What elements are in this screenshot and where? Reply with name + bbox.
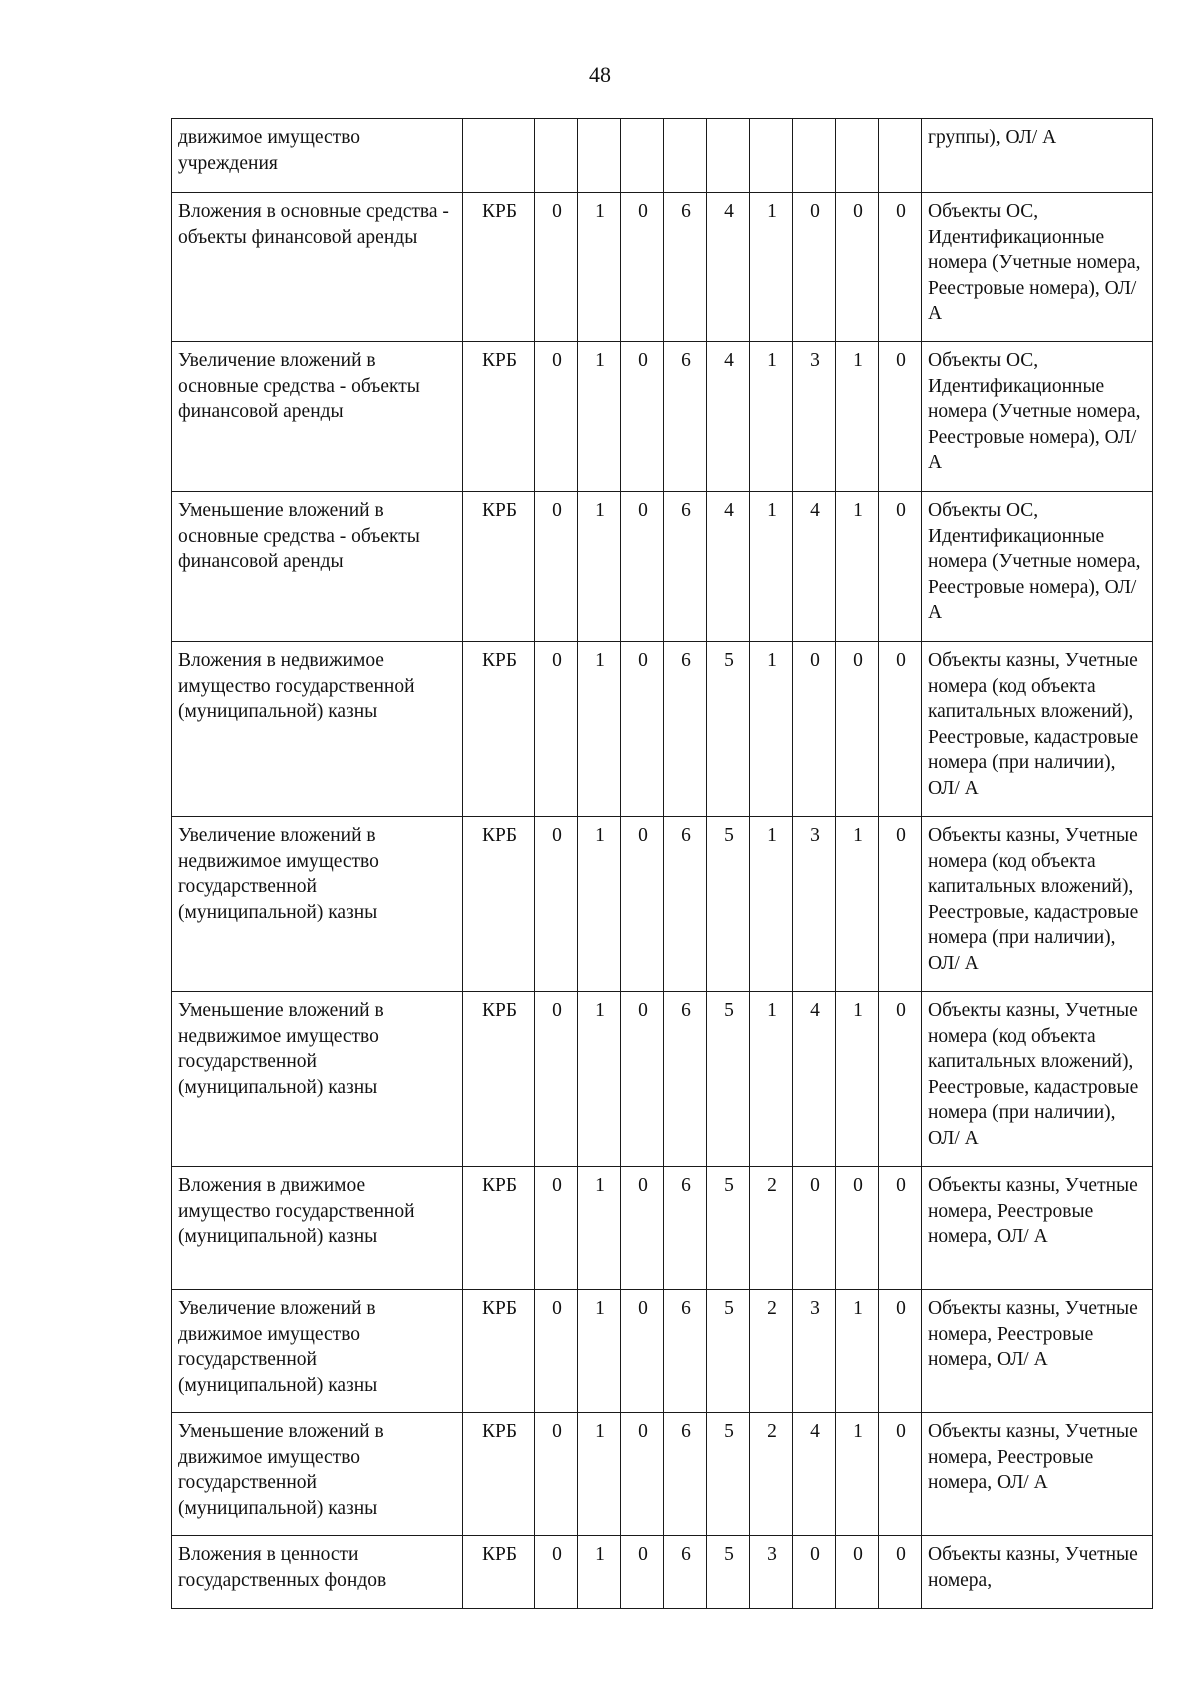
digit-cell bbox=[793, 193, 836, 342]
digit: 5 bbox=[724, 1175, 734, 1196]
digit: 4 bbox=[810, 1421, 820, 1442]
digit: 0 bbox=[896, 1421, 906, 1442]
digit: 3 bbox=[810, 350, 820, 371]
digit: 1 bbox=[595, 1000, 605, 1021]
digit-cell bbox=[836, 1167, 879, 1290]
digit: 0 bbox=[552, 650, 562, 671]
digit: 0 bbox=[896, 1000, 906, 1021]
analytics-cell bbox=[922, 492, 1153, 642]
account-name-cell bbox=[172, 1536, 463, 1609]
table-row bbox=[172, 193, 1153, 342]
digit-cell bbox=[535, 1290, 578, 1413]
digit: 0 bbox=[638, 1175, 648, 1196]
account-name-cell bbox=[172, 817, 463, 992]
budget-code-cell bbox=[463, 1536, 535, 1609]
digit: 0 bbox=[896, 500, 906, 521]
budget-code: КРБ bbox=[481, 1298, 518, 1319]
digit-cell bbox=[535, 992, 578, 1167]
account-name-cell bbox=[172, 342, 463, 492]
budget-code-cell bbox=[463, 119, 535, 193]
digit: 5 bbox=[724, 825, 734, 846]
table-row bbox=[172, 1290, 1153, 1413]
digit-cell bbox=[664, 342, 707, 492]
analytics-cell bbox=[922, 992, 1153, 1167]
digit-cell bbox=[621, 492, 664, 642]
digit: 5 bbox=[724, 650, 734, 671]
digit-cell bbox=[664, 992, 707, 1167]
digit: 1 bbox=[595, 650, 605, 671]
analytics-cell bbox=[922, 193, 1153, 342]
digit: 6 bbox=[681, 201, 691, 222]
digit: 0 bbox=[552, 1421, 562, 1442]
digit: 0 bbox=[896, 650, 906, 671]
account-name: Уменьшение вложений в основные средства - объекты финансовой аренды bbox=[178, 500, 420, 572]
digit-cell bbox=[578, 992, 621, 1167]
digit-cell bbox=[578, 492, 621, 642]
table-row bbox=[172, 1536, 1153, 1609]
digit: 2 bbox=[767, 1175, 777, 1196]
digit: 1 bbox=[767, 1000, 777, 1021]
digit: 6 bbox=[681, 350, 691, 371]
digit: 1 bbox=[595, 500, 605, 521]
digit-cell bbox=[836, 119, 879, 193]
digit-cell bbox=[621, 119, 664, 193]
digit-cell bbox=[793, 642, 836, 817]
budget-code: КРБ bbox=[481, 650, 518, 671]
analytics-cell bbox=[922, 1413, 1153, 1536]
digit-cell bbox=[836, 1413, 879, 1536]
digit-cell bbox=[836, 992, 879, 1167]
digit-cell bbox=[578, 1290, 621, 1413]
account-name: Вложения в движимое имущество государственной (муниципальной) казны bbox=[178, 1175, 415, 1247]
account-name: Увеличение вложений в основные средства - объекты финансовой аренды bbox=[178, 350, 420, 422]
digit-cell bbox=[621, 193, 664, 342]
budget-code-cell bbox=[463, 817, 535, 992]
digit-cell bbox=[836, 342, 879, 492]
digit: 0 bbox=[896, 350, 906, 371]
digit-cell bbox=[707, 1413, 750, 1536]
digit: 0 bbox=[638, 350, 648, 371]
digit-cell bbox=[750, 342, 793, 492]
digit-cell bbox=[879, 1290, 922, 1413]
digit-cell bbox=[793, 992, 836, 1167]
digit: 6 bbox=[681, 825, 691, 846]
analytics-note: Объекты ОС, Идентификационные номера (Учетные номера, Реестровые номера), ОЛ/ А bbox=[928, 350, 1141, 473]
digit-cell bbox=[836, 1536, 879, 1609]
digit-cell bbox=[793, 1167, 836, 1290]
digit-cell bbox=[535, 642, 578, 817]
digit: 0 bbox=[896, 825, 906, 846]
analytics-note: группы), ОЛ/ А bbox=[928, 127, 1057, 148]
digit-cell bbox=[621, 1536, 664, 1609]
digit: 5 bbox=[724, 1298, 734, 1319]
digit-cell bbox=[664, 193, 707, 342]
digit-cell bbox=[879, 1536, 922, 1609]
digit-cell bbox=[707, 1536, 750, 1609]
digit-cell bbox=[578, 193, 621, 342]
digit-cell bbox=[879, 1413, 922, 1536]
digit-cell bbox=[621, 1290, 664, 1413]
budget-code-cell bbox=[463, 193, 535, 342]
digit-cell bbox=[535, 817, 578, 992]
analytics-cell bbox=[922, 1167, 1153, 1290]
digit-cell bbox=[707, 992, 750, 1167]
analytics-note: Объекты казны, Учетные номера (код объекта капитальных вложений), Реестровые, кадастровые номера (при наличии), ОЛ/ А bbox=[928, 650, 1139, 799]
digit-cell bbox=[621, 992, 664, 1167]
digit-cell bbox=[664, 1167, 707, 1290]
account-name-cell bbox=[172, 642, 463, 817]
digit-cell bbox=[750, 1290, 793, 1413]
account-name-cell bbox=[172, 492, 463, 642]
digit-cell bbox=[664, 817, 707, 992]
digit: 0 bbox=[810, 1175, 820, 1196]
account-name: движимое имущество учреждения bbox=[178, 127, 361, 174]
budget-code: КРБ bbox=[481, 1544, 518, 1565]
digit: 1 bbox=[767, 825, 777, 846]
account-name: Уменьшение вложений в недвижимое имущество государственной (муниципальной) казны bbox=[178, 1000, 384, 1098]
budget-code-cell bbox=[463, 1167, 535, 1290]
analytics-note: Объекты казны, Учетные номера, Реестровые номера, ОЛ/ А bbox=[928, 1175, 1138, 1247]
account-name-cell bbox=[172, 1413, 463, 1536]
budget-code-cell bbox=[463, 642, 535, 817]
account-name: Вложения в недвижимое имущество государственной (муниципальной) казны bbox=[178, 650, 415, 722]
digit: 0 bbox=[896, 1298, 906, 1319]
analytics-note: Объекты казны, Учетные номера, Реестровые номера, ОЛ/ А bbox=[928, 1298, 1138, 1370]
table-row bbox=[172, 342, 1153, 492]
digit: 1 bbox=[767, 350, 777, 371]
digit-cell bbox=[535, 119, 578, 193]
budget-code-cell bbox=[463, 492, 535, 642]
digit-cell bbox=[793, 342, 836, 492]
digit-cell bbox=[750, 1167, 793, 1290]
digit-cell bbox=[793, 1290, 836, 1413]
digit-cell bbox=[793, 119, 836, 193]
digit: 0 bbox=[638, 201, 648, 222]
digit: 0 bbox=[896, 1175, 906, 1196]
digit-cell bbox=[879, 642, 922, 817]
digit: 1 bbox=[595, 1544, 605, 1565]
budget-code: КРБ bbox=[481, 350, 518, 371]
digit-cell bbox=[707, 119, 750, 193]
analytics-note: Объекты казны, Учетные номера, Реестровые номера, ОЛ/ А bbox=[928, 1421, 1138, 1493]
digit-cell bbox=[535, 1413, 578, 1536]
digit: 3 bbox=[810, 825, 820, 846]
analytics-note: Объекты казны, Учетные номера, bbox=[928, 1544, 1138, 1591]
budget-code: КРБ bbox=[481, 1175, 518, 1196]
digit: 1 bbox=[853, 500, 863, 521]
digit-cell bbox=[664, 1290, 707, 1413]
digit: 6 bbox=[681, 1421, 691, 1442]
table-row bbox=[172, 1167, 1153, 1290]
digit-cell bbox=[879, 492, 922, 642]
digit: 0 bbox=[638, 1000, 648, 1021]
budget-code-cell bbox=[463, 1290, 535, 1413]
digit: 1 bbox=[853, 1421, 863, 1442]
digit: 5 bbox=[724, 1544, 734, 1565]
budget-code: КРБ bbox=[481, 201, 518, 222]
digit: 0 bbox=[853, 650, 863, 671]
digit-cell bbox=[664, 642, 707, 817]
digit-cell bbox=[707, 817, 750, 992]
digit-cell bbox=[836, 492, 879, 642]
digit: 1 bbox=[767, 201, 777, 222]
digit: 1 bbox=[767, 500, 777, 521]
digit: 1 bbox=[853, 350, 863, 371]
digit-cell bbox=[750, 1413, 793, 1536]
digit: 0 bbox=[552, 825, 562, 846]
digit-cell bbox=[707, 492, 750, 642]
digit-cell bbox=[578, 1413, 621, 1536]
digit-cell bbox=[578, 817, 621, 992]
digit: 0 bbox=[552, 1000, 562, 1021]
digit: 1 bbox=[595, 1298, 605, 1319]
digit-cell bbox=[793, 1536, 836, 1609]
digit-cell bbox=[535, 342, 578, 492]
budget-code-cell bbox=[463, 342, 535, 492]
digit-cell bbox=[621, 1167, 664, 1290]
digit: 0 bbox=[896, 1544, 906, 1565]
digit: 2 bbox=[767, 1421, 777, 1442]
analytics-note: Объекты казны, Учетные номера (код объекта капитальных вложений), Реестровые, кадастровые номера (при наличии), ОЛ/ А bbox=[928, 825, 1139, 974]
digit: 3 bbox=[810, 1298, 820, 1319]
digit-cell bbox=[664, 1536, 707, 1609]
analytics-note: Объекты ОС, Идентификационные номера (Учетные номера, Реестровые номера), ОЛ/ А bbox=[928, 500, 1141, 623]
account-name-cell bbox=[172, 119, 463, 193]
analytics-note: Объекты ОС, Идентификационные номера (Учетные номера, Реестровые номера), ОЛ/ А bbox=[928, 201, 1141, 324]
digit-cell bbox=[879, 342, 922, 492]
digit-cell bbox=[836, 817, 879, 992]
digit: 0 bbox=[638, 825, 648, 846]
digit-cell bbox=[621, 1413, 664, 1536]
digit: 6 bbox=[681, 500, 691, 521]
table-row bbox=[172, 642, 1153, 817]
digit: 2 bbox=[767, 1298, 777, 1319]
digit: 6 bbox=[681, 1000, 691, 1021]
digit: 5 bbox=[724, 1000, 734, 1021]
digit-cell bbox=[664, 119, 707, 193]
digit-cell bbox=[664, 1413, 707, 1536]
digit: 5 bbox=[724, 1421, 734, 1442]
digit-cell bbox=[836, 193, 879, 342]
digit: 0 bbox=[638, 1421, 648, 1442]
analytics-cell bbox=[922, 1290, 1153, 1413]
digit-cell bbox=[578, 1536, 621, 1609]
digit: 0 bbox=[810, 201, 820, 222]
account-name: Увеличение вложений в движимое имущество государственной (муниципальной) казны bbox=[178, 1298, 378, 1396]
budget-code: КРБ bbox=[481, 500, 518, 521]
digit-cell bbox=[879, 119, 922, 193]
digit-cell bbox=[621, 342, 664, 492]
table-row bbox=[172, 817, 1153, 992]
digit-cell bbox=[707, 193, 750, 342]
table-row bbox=[172, 119, 1153, 193]
table-row bbox=[172, 992, 1153, 1167]
digit: 6 bbox=[681, 650, 691, 671]
budget-code-cell bbox=[463, 1413, 535, 1536]
digit-cell bbox=[535, 1536, 578, 1609]
digit: 0 bbox=[638, 500, 648, 521]
digit: 0 bbox=[552, 1298, 562, 1319]
digit: 3 bbox=[767, 1544, 777, 1565]
digit-cell bbox=[535, 193, 578, 342]
digit: 1 bbox=[595, 1421, 605, 1442]
digit-cell bbox=[836, 1290, 879, 1413]
budget-code: КРБ bbox=[481, 1421, 518, 1442]
digit-cell bbox=[707, 642, 750, 817]
digit: 6 bbox=[681, 1175, 691, 1196]
budget-code-cell bbox=[463, 992, 535, 1167]
account-name-cell bbox=[172, 1290, 463, 1413]
digit-cell bbox=[664, 492, 707, 642]
digit: 0 bbox=[810, 650, 820, 671]
digit-cell bbox=[578, 642, 621, 817]
account-name: Увеличение вложений в недвижимое имущество государственной (муниципальной) казны bbox=[178, 825, 379, 923]
account-name: Уменьшение вложений в движимое имущество государственной (муниципальной) казны bbox=[178, 1421, 384, 1519]
digit-cell bbox=[750, 992, 793, 1167]
table-row bbox=[172, 1413, 1153, 1536]
analytics-cell bbox=[922, 342, 1153, 492]
accounts-table bbox=[171, 118, 1153, 1609]
digit-cell bbox=[750, 642, 793, 817]
digit: 4 bbox=[810, 1000, 820, 1021]
analytics-cell bbox=[922, 119, 1153, 193]
digit: 0 bbox=[552, 1544, 562, 1565]
digit-cell bbox=[621, 642, 664, 817]
digit: 1 bbox=[853, 1000, 863, 1021]
table-row bbox=[172, 492, 1153, 642]
budget-code: КРБ bbox=[481, 1000, 518, 1021]
digit: 0 bbox=[896, 201, 906, 222]
digit-cell bbox=[879, 1167, 922, 1290]
account-name: Вложения в ценности государственных фондов bbox=[178, 1544, 387, 1591]
digit-cell bbox=[750, 119, 793, 193]
account-name-cell bbox=[172, 193, 463, 342]
digit-cell bbox=[750, 817, 793, 992]
digit: 0 bbox=[853, 201, 863, 222]
digit-cell bbox=[793, 492, 836, 642]
digit: 1 bbox=[595, 350, 605, 371]
digit: 4 bbox=[724, 500, 734, 521]
digit-cell bbox=[578, 1167, 621, 1290]
digit: 6 bbox=[681, 1544, 691, 1565]
digit: 1 bbox=[595, 1175, 605, 1196]
analytics-cell bbox=[922, 817, 1153, 992]
digit-cell bbox=[707, 1167, 750, 1290]
digit: 0 bbox=[853, 1544, 863, 1565]
digit: 0 bbox=[638, 1298, 648, 1319]
digit-cell bbox=[578, 342, 621, 492]
digit: 0 bbox=[552, 350, 562, 371]
digit: 0 bbox=[810, 1544, 820, 1565]
account-name-cell bbox=[172, 992, 463, 1167]
digit: 4 bbox=[724, 350, 734, 371]
account-name: Вложения в основные средства - объекты финансовой аренды bbox=[178, 201, 449, 248]
digit: 1 bbox=[767, 650, 777, 671]
digit: 6 bbox=[681, 1298, 691, 1319]
digit-cell bbox=[750, 492, 793, 642]
budget-code: КРБ bbox=[481, 825, 518, 846]
digit: 0 bbox=[638, 650, 648, 671]
digit: 0 bbox=[853, 1175, 863, 1196]
digit-cell bbox=[707, 342, 750, 492]
digit: 0 bbox=[552, 500, 562, 521]
digit: 1 bbox=[595, 825, 605, 846]
digit-cell bbox=[707, 1290, 750, 1413]
digit: 1 bbox=[853, 1298, 863, 1319]
digit-cell bbox=[836, 642, 879, 817]
digit-cell bbox=[793, 1413, 836, 1536]
digit-cell bbox=[879, 193, 922, 342]
digit-cell bbox=[621, 817, 664, 992]
digit: 0 bbox=[552, 201, 562, 222]
digit: 0 bbox=[552, 1175, 562, 1196]
digit: 4 bbox=[810, 500, 820, 521]
digit-cell bbox=[535, 492, 578, 642]
analytics-cell bbox=[922, 1536, 1153, 1609]
digit: 1 bbox=[595, 201, 605, 222]
analytics-note: Объекты казны, Учетные номера (код объекта капитальных вложений), Реестровые, кадастровые номера (при наличии), ОЛ/ А bbox=[928, 1000, 1139, 1149]
digit-cell bbox=[535, 1167, 578, 1290]
digit-cell bbox=[578, 119, 621, 193]
digit-cell bbox=[750, 1536, 793, 1609]
page-number: 48 bbox=[589, 62, 611, 87]
account-name-cell bbox=[172, 1167, 463, 1290]
analytics-cell bbox=[922, 642, 1153, 817]
digit-cell bbox=[879, 817, 922, 992]
digit: 1 bbox=[853, 825, 863, 846]
digit: 4 bbox=[724, 201, 734, 222]
digit-cell bbox=[750, 193, 793, 342]
digit-cell bbox=[879, 992, 922, 1167]
digit: 0 bbox=[638, 1544, 648, 1565]
digit-cell bbox=[793, 817, 836, 992]
